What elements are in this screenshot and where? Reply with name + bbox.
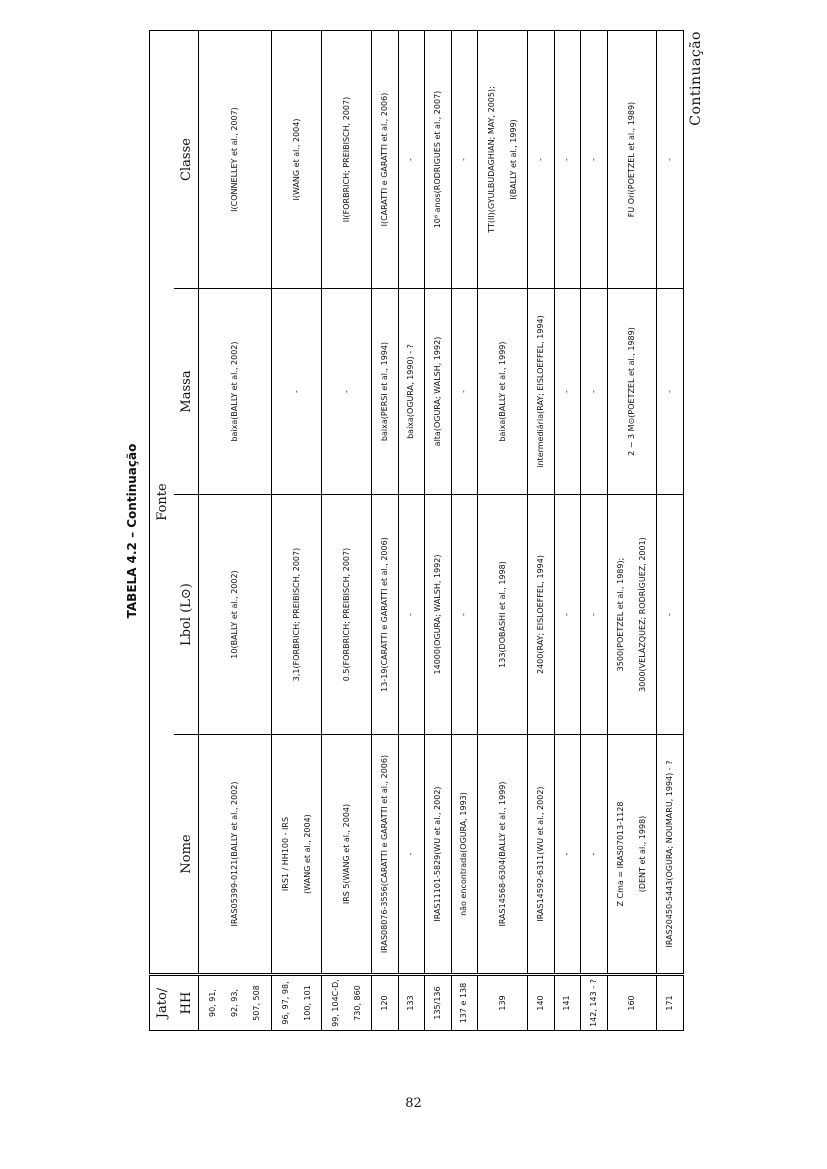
massa-line: intermediária(RAY; EISLOEFFEL, 1994) [535,315,545,468]
lbol-cell [322,495,372,735]
hh-line: 90, 91, [208,989,218,1017]
massa-cell [657,289,684,495]
nome-header: Nome [174,735,199,975]
lbol-line: 13-19(CARATTI e GARATTI et al., 2006) [379,537,389,692]
lbol-cell [199,495,272,735]
massa-line: alta(OGURA; WALSH, 1992) [432,336,442,447]
classe-cell [199,31,272,289]
massa-line: - [588,390,598,393]
nome-line: IRS 5(WANG et al., 2004) [341,803,351,905]
lbol-cell [425,495,452,735]
nome-cell [607,735,657,975]
hh-cell [527,975,554,1031]
lbol-cell [657,495,684,735]
classe-cell [554,31,581,289]
hh-line: 135/136 [432,986,442,1020]
hh-line: 141 [562,995,572,1011]
lbol-line: 10(BALLY et al., 2002) [230,570,240,659]
classe-line: - [562,158,572,161]
lbol-cell [607,495,657,735]
table-row [425,31,452,1031]
nome-line: (DENT et al., 1998) [638,815,647,893]
hh-cell [554,975,581,1031]
classe-cell [425,31,452,289]
table-row [527,31,554,1031]
page-number: 82 [405,1096,422,1111]
table-title: TABELA 4.2 – Continuação [125,443,139,619]
massa-cell [581,289,608,495]
massa-cell [478,289,528,495]
table-body [199,31,684,1031]
jato-header: Jato/ [150,975,175,1031]
classe-cell [398,31,425,289]
classe-cell [657,31,684,289]
hh-line: 137 e 138 [459,982,469,1024]
nome-line: (WANG et al., 2004) [302,814,312,894]
lbol-header: Lbol (L⊙) [174,495,199,735]
hh-line: 100, 101 [302,985,312,1021]
massa-cell [199,289,272,495]
nome-line: - [588,852,598,856]
nome-cell [322,735,372,975]
massa-line: 2 − 3 M⊙(POETZEL et al., 1989) [627,327,636,456]
nome-cell [657,735,684,975]
hh-line: 507, 508 [252,985,262,1021]
classe-header: Classe [174,31,199,289]
hh-line: 139 [497,995,507,1011]
massa-header: Massa [174,289,199,495]
table-row [371,31,398,1031]
nome-cell [398,735,425,975]
hh-cell [581,975,608,1031]
lbol-line: 3500(POETZEL et al., 1989); [616,557,625,672]
lbol-line: - [562,613,572,616]
massa-cell [371,289,398,495]
nome-line: IRAS11101-5829(WU et al., 2002) [432,786,442,922]
nome-cell [199,735,272,975]
lbol-cell [371,495,398,735]
classe-cell [322,31,372,289]
hh-cell [607,975,657,1031]
landscape-table-frame [125,31,704,1031]
classe-line: - [588,158,598,161]
table-row [322,31,372,1031]
nome-line: não encontrada(OGURA, 1993) [459,792,469,916]
nome-cell [272,735,322,975]
nome-line: IRAS08076-3556(CARATTI e GARATTI et al., 2006) [379,754,389,954]
classe-line: I(CONNELLEY et al., 2007) [230,107,240,212]
header-row-top [150,31,175,1031]
massa-line: baixa(PERSI et al., 1994) [379,341,389,442]
classe-line: I(WANG et al., 2004) [291,118,301,201]
nome-line: IRAS05399-0121(BALLY et al., 2002) [230,781,240,927]
massa-cell [272,289,322,495]
nome-cell [478,735,528,975]
lbol-cell [272,495,322,735]
classe-cell [371,31,398,289]
lbol-line: - [459,613,469,616]
classe-line: II(FORBRICH; PREIBISCH, 2007) [341,96,351,223]
hh-cell [451,975,478,1031]
classe-line: - [665,158,675,161]
table-row [607,31,657,1031]
lbol-cell [554,495,581,735]
lbol-line: - [665,613,675,616]
table-row [451,31,478,1031]
classe-line: - [459,158,469,161]
massa-line: - [665,390,675,393]
nome-cell [371,735,398,975]
massa-cell [398,289,425,495]
hh-line: 92, 93, [230,989,240,1017]
nome-cell [554,735,581,975]
hh-line: 133 [406,995,416,1011]
continuation-note: Continuação [688,31,704,126]
lbol-cell [527,495,554,735]
nome-line: IRS1 / HH100 - IRS [280,816,290,892]
hh-line: 120 [379,995,389,1011]
nome-line: IRAS14592-6311(WU et al., 2002) [535,786,545,922]
massa-line: - [459,390,469,393]
hh-line: 140 [535,995,545,1011]
massa-cell [554,289,581,495]
lbol-cell [398,495,425,735]
nome-line: IRAS14568-6304(BALLY et al., 1999) [497,781,507,927]
classe-line: TT(II)(GYULBUDAGHIAN; MAY, 2005); [486,86,496,233]
nome-cell [425,735,452,975]
massa-line: - [291,390,301,393]
massa-line: - [341,390,351,393]
table-row [581,31,608,1031]
massa-cell [425,289,452,495]
classe-line: - [406,158,416,161]
table-row [272,31,322,1031]
massa-line: baixa(OGURA, 1990) - ? [406,344,416,439]
classe-cell [478,31,528,289]
rotated-table-region [125,31,704,1031]
massa-cell [322,289,372,495]
table-row [199,31,272,1031]
classe-line: I(BALLY et al., 1999) [508,119,518,200]
classe-cell [272,31,322,289]
massa-line: - [562,390,572,393]
hh-cell [272,975,322,1031]
massa-cell [607,289,657,495]
hh-cell [657,975,684,1031]
nome-line: Z Cma = IRAS07013-1128 [616,801,625,907]
massa-line: baixa(BALLY et al., 2002) [230,341,240,442]
nome-line: IRAS20450-5443(OGURA; NOUMARU, 1994) - ? [665,760,675,948]
massa-cell [451,289,478,495]
nome-line: - [406,852,416,856]
nome-line: - [562,852,572,856]
nome-cell [527,735,554,975]
lbol-cell [581,495,608,735]
hh-line: 171 [665,995,675,1011]
hh-header: HH [174,975,199,1031]
lbol-line: 3000(VELÁZQUEZ; RODRÍGUEZ, 2001) [638,537,647,692]
hh-line: 96, 97, 98, [280,981,290,1025]
table-row [554,31,581,1031]
lbol-cell [478,495,528,735]
classe-cell [581,31,608,289]
table-row [478,31,528,1031]
classe-cell [607,31,657,289]
hh-line: 730, 860 [352,985,362,1021]
massa-cell [527,289,554,495]
lbol-line: 0.5(FORBRICH; PREIBISCH, 2007) [341,547,351,682]
hh-line: 142, 143 - ? [588,979,598,1027]
lbol-line: 14000(OGURA; WALSH, 1992) [432,554,442,675]
classe-line: FU Ori(POETZEL et al., 1989) [627,101,636,218]
hh-cell [425,975,452,1031]
hh-cell [199,975,272,1031]
lbol-line: 133(DOBASHI et al., 1998) [497,561,507,668]
header-row-sub [174,31,199,1031]
lbol-line: 3,1(FORBRICH; PREIBISCH, 2007) [291,547,301,682]
classe-cell [451,31,478,289]
classe-line: - [535,158,545,161]
lbol-line: - [406,613,416,616]
fonte-header: Fonte [150,31,175,975]
classe-line: I(CARATTI e GARATTI et al., 2006) [379,92,389,227]
massa-line: baixa(BALLY et al., 1999) [497,341,507,442]
nome-cell [581,735,608,975]
table-row [398,31,425,1031]
classe-line: 10⁶ anos(RODRIGUES et al., 2007) [432,90,442,229]
lbol-line: 2400(RAY; EISLOEFFEL, 1994) [535,555,545,674]
hh-line: 160 [627,995,636,1011]
hh-cell [478,975,528,1031]
lbol-cell [451,495,478,735]
nome-cell [451,735,478,975]
lbol-line: - [588,613,598,616]
table-row [657,31,684,1031]
data-table [149,30,684,1031]
hh-cell [322,975,372,1031]
classe-cell [527,31,554,289]
hh-cell [398,975,425,1031]
hh-line: 99, 104C-D, [330,979,340,1027]
hh-cell [371,975,398,1031]
